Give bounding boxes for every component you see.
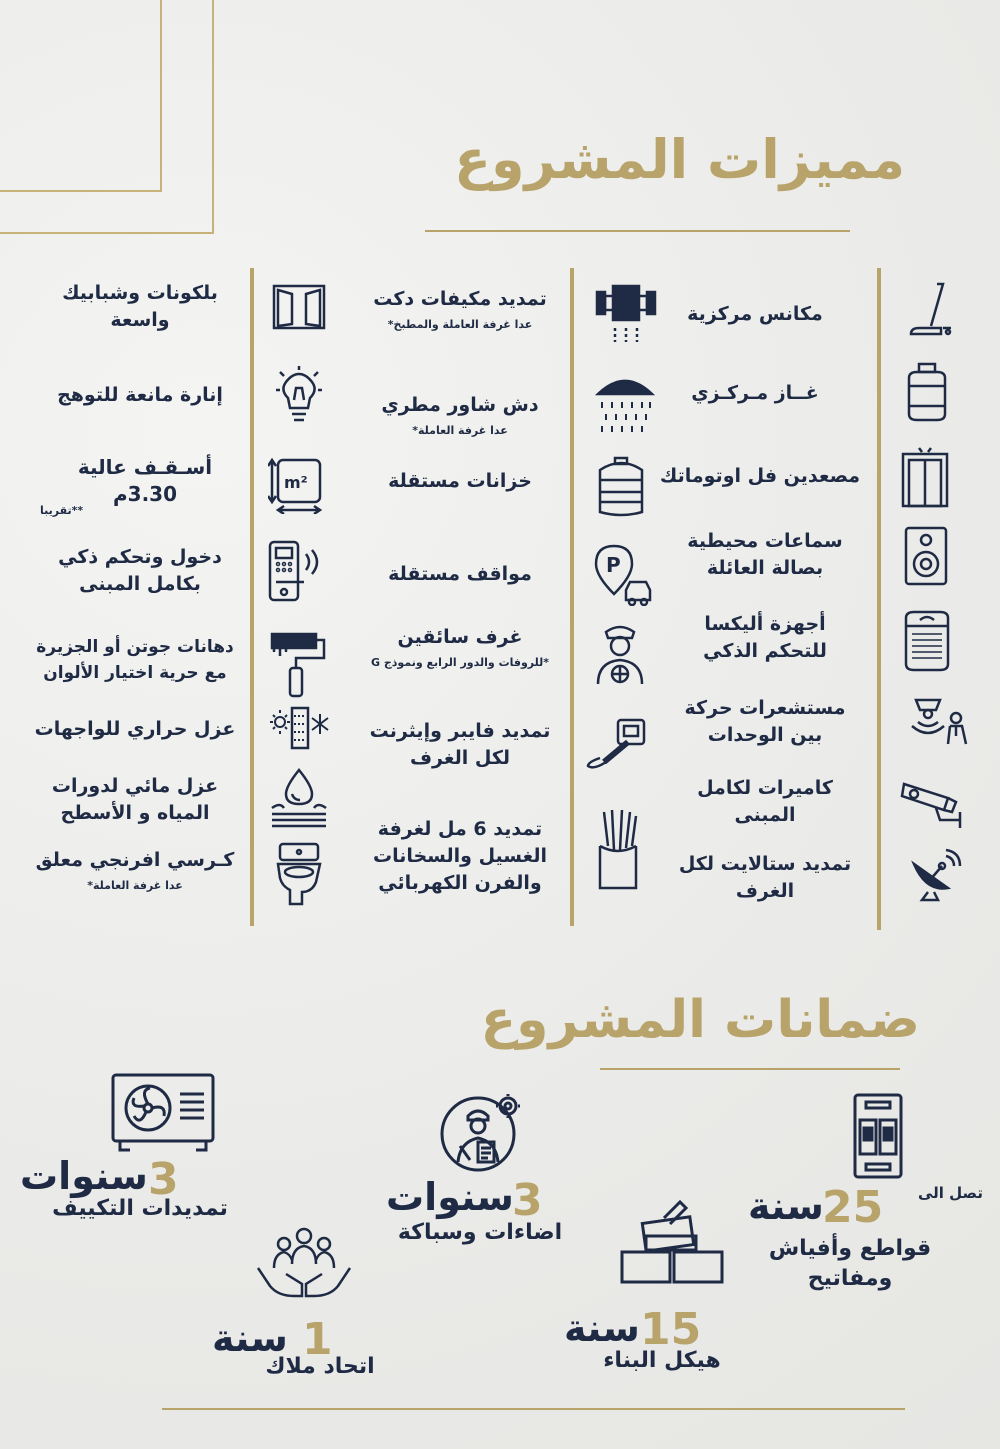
feature-cameras: كاميرات لكامل المبنى	[697, 777, 833, 826]
speaker-icon	[904, 526, 948, 586]
rain-shower-icon	[594, 372, 656, 434]
cable-icon	[594, 806, 642, 892]
community-hands-icon	[256, 1224, 352, 1304]
corner-frame-line	[160, 0, 162, 190]
feature-alexa: أجهزة أليكسا للتحكم الذكي	[703, 613, 827, 662]
switch-years-unit: سنة	[748, 1184, 824, 1228]
feature-high-ceilings: أسـقـف عالية 3.30م	[77, 455, 213, 506]
ac-label: تمديدات التكييف	[52, 1196, 228, 1221]
driver-icon	[592, 622, 648, 686]
parking-icon	[592, 544, 654, 606]
gas-cylinder-icon	[897, 360, 957, 424]
feature-separate-tanks: خزانات مستقلة	[388, 470, 532, 492]
structure-years-number: 15	[640, 1304, 702, 1355]
motion-sensor-icon	[900, 696, 970, 748]
feature-driver-rooms: غرف سائقين *للروفات والدور الرابع ونموذج G	[370, 626, 550, 669]
structure-label: هيكل البناء	[603, 1348, 721, 1373]
technician-icon	[438, 1090, 522, 1174]
thermal-insulation-icon	[270, 704, 330, 752]
features-title: مميزات المشروع	[454, 128, 905, 191]
duct-pipe-icon	[595, 284, 657, 346]
bottom-divider	[162, 1408, 905, 1410]
area-m2-icon	[268, 456, 324, 514]
circuit-breaker-icon	[852, 1092, 904, 1180]
switch-label: قواطع وأفياش ومفاتيح	[768, 1236, 932, 1291]
feature-balconies: بلكونات وشبابيك واسعة	[62, 282, 218, 331]
feature-surround-speakers: سماعات محيطية بصالة العائلة	[687, 530, 843, 579]
water-tank-icon	[596, 456, 646, 518]
ac-years-number: 3	[148, 1154, 179, 1205]
corner-frame-line	[0, 190, 162, 192]
svg-text:m²: m²	[284, 473, 308, 492]
structure-years-unit: سنة	[564, 1306, 640, 1350]
window-icon	[272, 284, 326, 330]
smart-lock-icon	[264, 540, 328, 602]
vacuum-icon	[897, 278, 961, 342]
feature-water-insulation: عزل مائي لدورات المياه و الأسطح	[51, 775, 219, 824]
ac-unit-icon	[110, 1072, 216, 1152]
ac-years-unit: سنوات	[20, 1154, 148, 1198]
feature-wall-hung-toilet: كـرسي افرنجي معلق عدا غرفة العاملة*	[35, 849, 235, 892]
elec-label: اضاءات وسباكة	[397, 1220, 563, 1245]
column-divider	[877, 268, 881, 930]
elec-years-unit: سنوات	[386, 1175, 514, 1219]
toilet-icon	[276, 842, 322, 906]
feature-motion-sensors: مستشعرات حركة بين الوحدات	[684, 697, 846, 746]
feature-smart-access: دخول وتحكم ذكي بكامل المبنى	[58, 546, 222, 595]
feature-rain-shower: دش شاور مطري عدا غرفة العاملة*	[381, 394, 539, 437]
smart-speaker-icon	[902, 610, 952, 672]
corner-frame-line	[212, 0, 214, 232]
feature-fiber-ethernet: تمديد فايبر وإيثرنت لكل الغرف	[369, 720, 551, 769]
feature-central-vacuum: مكانس مركزية	[687, 303, 823, 325]
owners-years-unit: سنة	[212, 1316, 288, 1360]
feature-anti-glare-lighting: إنارة مانعة للتوهج	[57, 384, 223, 406]
owners-label: اتحاد ملاك	[265, 1354, 375, 1379]
feature-separate-parking: مواقف مستقلة	[388, 563, 532, 585]
satellite-dish-icon	[908, 848, 962, 902]
column-divider	[250, 268, 254, 926]
svg-text:P: P	[606, 553, 621, 577]
ceiling-note: **تقريبا	[40, 504, 84, 517]
feature-elevators: مصعدين فل اوتوماتك	[659, 465, 861, 487]
feature-paints: دهانات جوتن أو الجزيرة مع حرية اختيار الألوان	[36, 637, 234, 683]
feature-6mm-wiring: تمديد 6 مل لغرفة الغسيل والسخانات والفرن الكهربائي	[372, 818, 547, 894]
switch-prefix: تصل الى	[918, 1184, 983, 1202]
owners-years-number: 1	[302, 1314, 333, 1365]
feature-central-gas: غــاز مـركـزي	[691, 382, 819, 404]
feature-thermal-insulation: عزل حراري للواجهات	[34, 718, 236, 740]
features-title-underline	[425, 230, 850, 232]
switch-years-number: 25	[822, 1182, 884, 1233]
lightbulb-icon	[276, 364, 322, 428]
bricks-trowel-icon	[618, 1200, 726, 1288]
column-divider	[570, 268, 574, 926]
guarantees-title: ضمانات المشروع	[480, 990, 920, 1050]
cctv-camera-icon	[900, 776, 964, 830]
feature-satellite: تمديد ستالايت لكل الغرف	[678, 853, 852, 902]
feature-duct-ac: تمديد مكيفات دكت عدا غرفة العاملة والمطبخ*	[373, 288, 547, 331]
corner-frame-line	[0, 232, 214, 234]
elevator-icon	[899, 446, 951, 508]
paint-roller-icon	[270, 630, 326, 698]
guarantees-title-underline	[600, 1068, 900, 1070]
ethernet-icon	[584, 718, 648, 770]
elec-years-number: 3	[512, 1175, 543, 1226]
water-insulation-icon	[270, 768, 328, 828]
